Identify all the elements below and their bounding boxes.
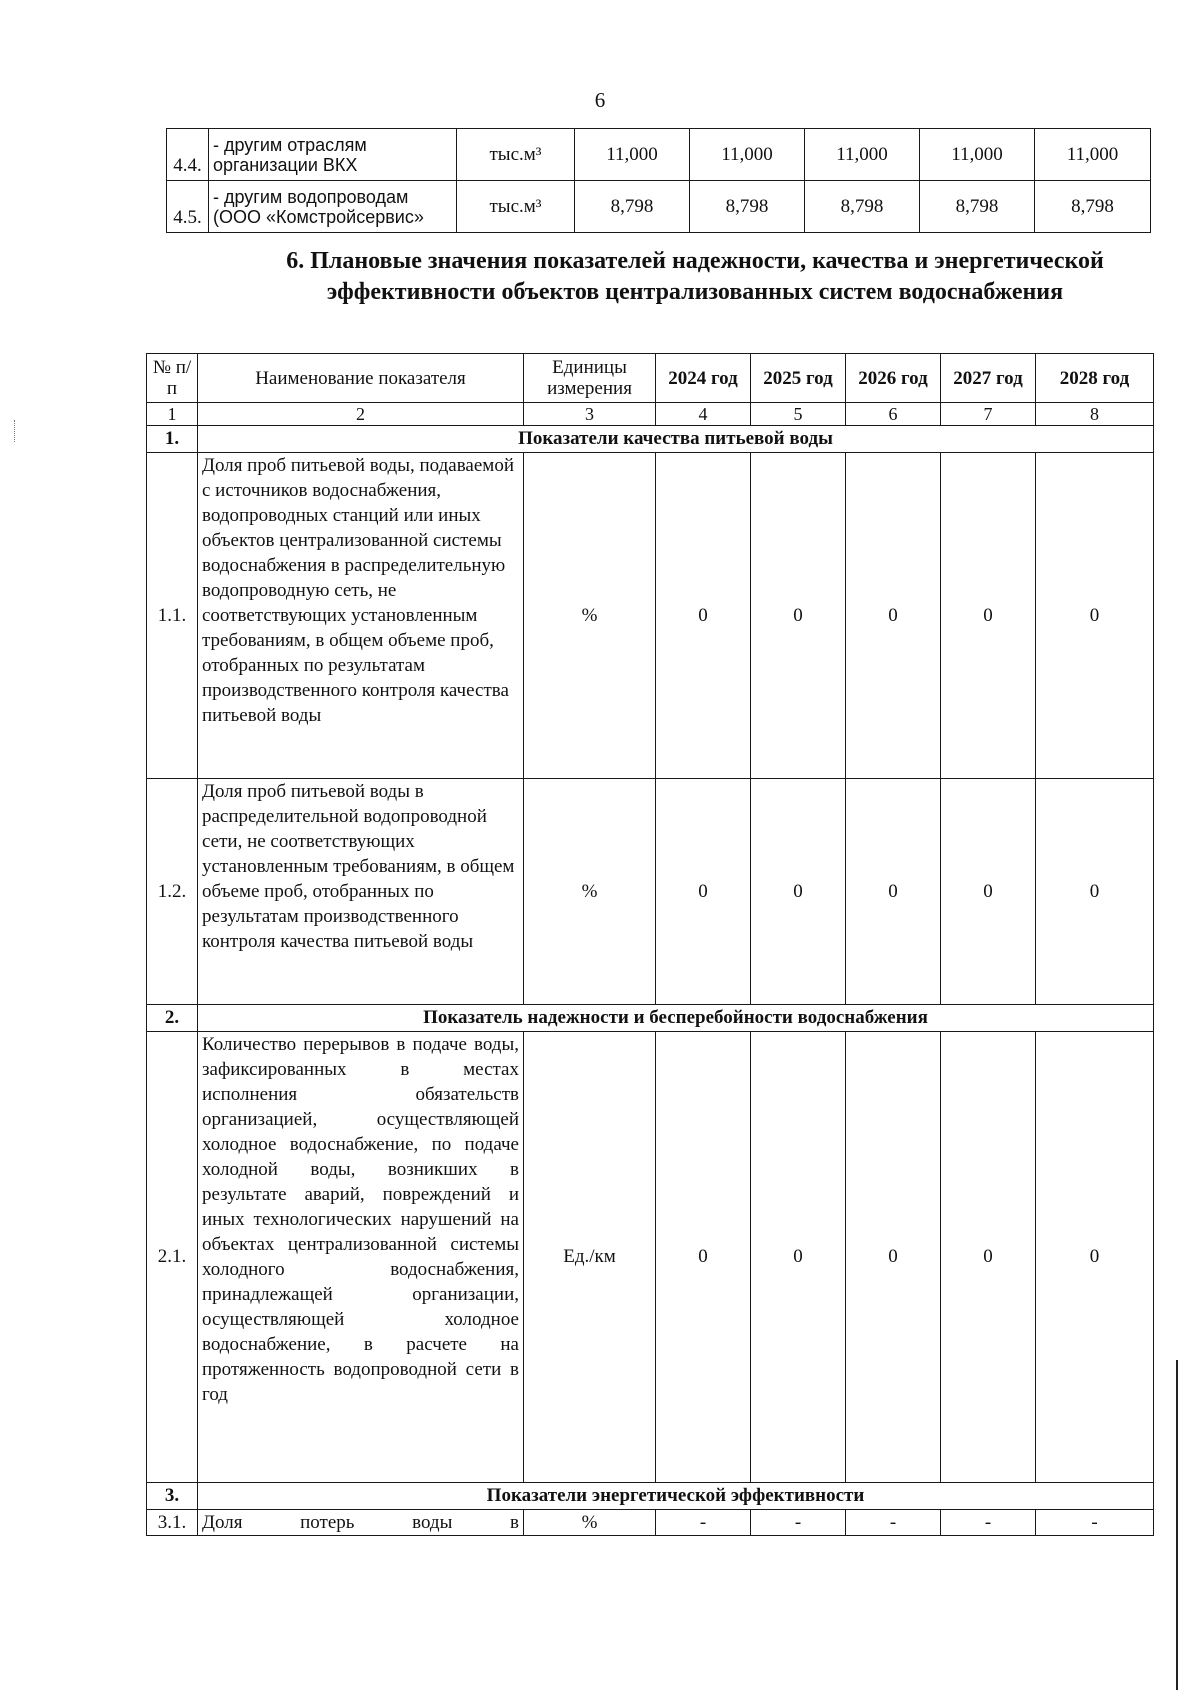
- table-row: [147, 779, 1154, 1005]
- header-num: № п/п: [147, 354, 198, 403]
- row-unit: %: [524, 453, 656, 779]
- page-number: 6: [594, 88, 606, 112]
- value-cell: -: [1036, 1510, 1154, 1536]
- indicator-name: Доля проб питьевой воды, подаваемой с источников водоснабжения, водопроводных станций или иных объектов централизованной системы водоснабжения в распределительную водопроводную сеть, не соответствующих установленным требованиям, в общем объеме проб, отобранных по результатам производственного контроля качества питьевой воды: [198, 453, 524, 779]
- row-number: 4.5.: [167, 181, 209, 233]
- value-cell: 11,000: [575, 129, 690, 181]
- value-cell: 8,798: [920, 181, 1035, 233]
- indicator-name: Доля потерь воды в: [198, 1510, 524, 1536]
- column-number: 8: [1036, 403, 1154, 426]
- header-year: 2027 год: [941, 354, 1036, 403]
- value-cell: 0: [846, 453, 941, 779]
- table-row: [167, 181, 1151, 233]
- section-title: Показатель надежности и бесперебойности водоснабжения: [198, 1005, 1154, 1032]
- value-cell: 0: [751, 779, 846, 1005]
- indicator-name: Количество перерывов в подаче воды, зафиксированных в местах исполнения обязательств организацией, осуществляющей холодное водоснабжение, по подаче холодной воды, возникших в результате аварий, повреждений и иных технологических нарушений на объектах централизованной системы холодного водоснабжения, принадлежащей организации, осуществляющей холодное водоснабжение, в расчете на протяженность водопроводной сети в год: [198, 1032, 524, 1483]
- column-number-row: [147, 403, 1154, 426]
- value-cell: 0: [941, 1032, 1036, 1483]
- value-cell: 0: [1036, 453, 1154, 779]
- column-number: 7: [941, 403, 1036, 426]
- section-number: 1.: [147, 426, 198, 453]
- value-cell: 0: [846, 1032, 941, 1483]
- value-cell: 0: [751, 1032, 846, 1483]
- value-cell: 8,798: [690, 181, 805, 233]
- value-cell: -: [656, 1510, 751, 1536]
- value-cell: -: [846, 1510, 941, 1536]
- value-cell: 0: [656, 779, 751, 1005]
- continued-table: [166, 128, 1151, 233]
- value-cell: 11,000: [805, 129, 920, 181]
- column-number: 1: [147, 403, 198, 426]
- row-number: 3.1.: [147, 1510, 198, 1536]
- indicator-name: Доля проб питьевой воды в распределительной водопроводной сети, не соответствующих установленным требованиям, в общем объеме проб, отобранных по результатам производственного контроля качества питьевой воды: [198, 779, 524, 1005]
- row-number: 1.2.: [147, 779, 198, 1005]
- value-cell: 0: [941, 779, 1036, 1005]
- column-number: 4: [656, 403, 751, 426]
- section-title: Показатели качества питьевой воды: [198, 426, 1154, 453]
- value-cell: 0: [941, 453, 1036, 779]
- section-row: [147, 1005, 1154, 1032]
- column-number: 3: [524, 403, 656, 426]
- header-year: 2025 год: [751, 354, 846, 403]
- row-name: - другим отраслям организации ВКХ: [209, 129, 457, 181]
- value-cell: 8,798: [805, 181, 920, 233]
- header-row: [147, 354, 1154, 403]
- value-cell: 0: [656, 1032, 751, 1483]
- column-number: 2: [198, 403, 524, 426]
- header-name: Наименование показателя: [198, 354, 524, 403]
- scan-edge-line: [1176, 1360, 1178, 1690]
- header-unit: Единицы измерения: [524, 354, 656, 403]
- value-cell: 11,000: [690, 129, 805, 181]
- section-heading: 6. Плановые значения показателей надежности, качества и энергетической эффективности объектов централизованных систем водоснабжения: [286, 248, 1104, 305]
- value-cell: 0: [1036, 1032, 1154, 1483]
- value-cell: 8,798: [1035, 181, 1151, 233]
- value-cell: 11,000: [1035, 129, 1151, 181]
- value-cell: 8,798: [575, 181, 690, 233]
- section-row: [147, 426, 1154, 453]
- header-year: 2024 год: [656, 354, 751, 403]
- section-number: 2.: [147, 1005, 198, 1032]
- row-number: 1.1.: [147, 453, 198, 779]
- section-title: Показатели энергетической эффективности: [198, 1483, 1154, 1510]
- row-number: 4.4.: [167, 129, 209, 181]
- value-cell: 0: [846, 779, 941, 1005]
- scan-margin-mark: [14, 420, 23, 442]
- indicators-table: [146, 353, 1154, 1536]
- section-row: [147, 1483, 1154, 1510]
- row-name: - другим водопроводам (ООО «Комстройсервис»: [209, 181, 457, 233]
- value-cell: -: [941, 1510, 1036, 1536]
- value-cell: 11,000: [920, 129, 1035, 181]
- section-number: 3.: [147, 1483, 198, 1510]
- row-unit: тыс.м³: [457, 181, 575, 233]
- row-unit: тыс.м³: [457, 129, 575, 181]
- value-cell: 0: [656, 453, 751, 779]
- row-unit: %: [524, 779, 656, 1005]
- row-unit: Ед./км: [524, 1032, 656, 1483]
- table-row: [147, 453, 1154, 779]
- value-cell: 0: [751, 453, 846, 779]
- table-row: [147, 1032, 1154, 1483]
- column-number: 5: [751, 403, 846, 426]
- header-year: 2026 год: [846, 354, 941, 403]
- column-number: 6: [846, 403, 941, 426]
- table-row: [167, 129, 1151, 181]
- value-cell: 0: [1036, 779, 1154, 1005]
- header-year: 2028 год: [1036, 354, 1154, 403]
- table-row: [147, 1510, 1154, 1536]
- value-cell: -: [751, 1510, 846, 1536]
- row-unit: %: [524, 1510, 656, 1536]
- row-number: 2.1.: [147, 1032, 198, 1483]
